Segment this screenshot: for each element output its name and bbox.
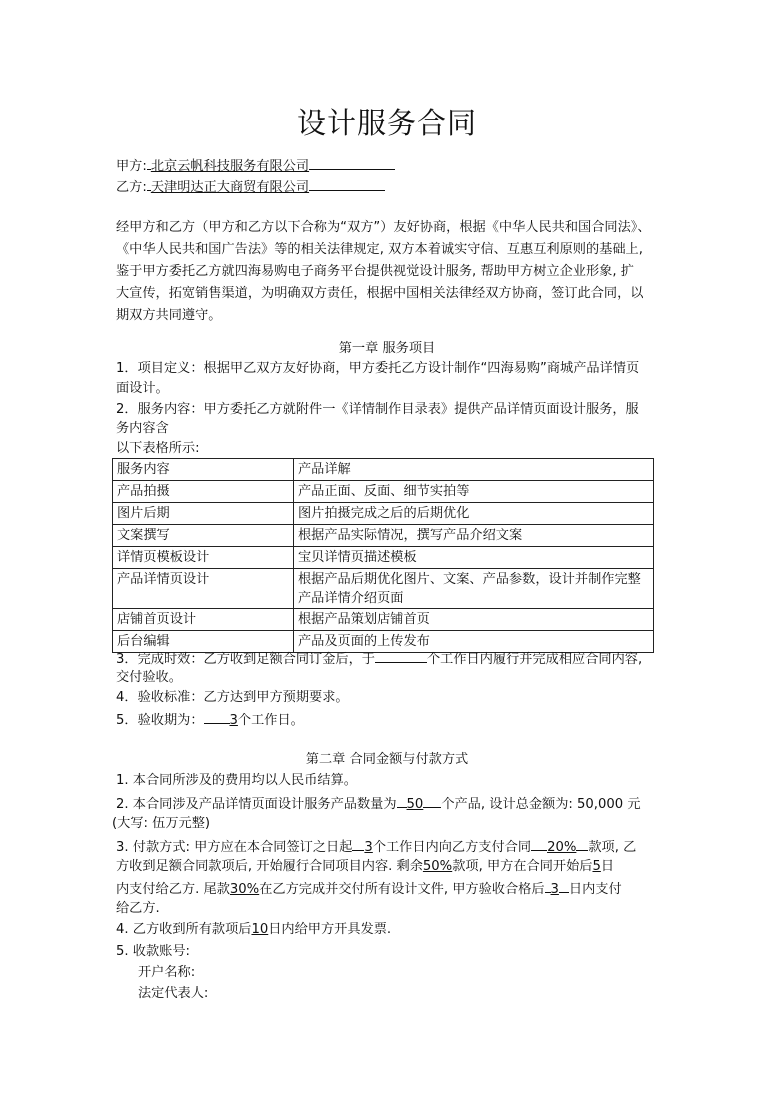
table-row: [113, 547, 654, 569]
table-cell-detail: 产品及页面的上传发布: [294, 631, 654, 653]
product-quantity: 50: [406, 797, 424, 812]
payment-p2-text-b: 个产品, 设计总金额为: 50,000 元: [441, 797, 641, 812]
service-items-table: [112, 458, 654, 653]
second-percent: 50%: [422, 859, 453, 874]
table-cell-detail: 产品详解: [294, 459, 654, 481]
deposit-percent: 20%: [547, 840, 577, 855]
item-5-text-b: 个工作日。: [237, 713, 304, 728]
table-cell-service: 详情页模板设计: [113, 547, 294, 569]
item-5-text-a: 5．验收期为：: [116, 713, 204, 728]
item-2-line-2: 务内容含: [116, 421, 169, 436]
item-3-text-a: 3．完成时效：乙方收到足额合同订金后，于: [116, 652, 375, 667]
invoice-days: 10: [251, 922, 269, 937]
payment-p3-line3-b: 在乙方完成并交付所有设计文件, 甲方验收合格后: [259, 882, 545, 897]
table-cell-service: 产品拍摄: [113, 481, 294, 503]
document-title: 设计服务合同: [296, 106, 477, 140]
item-1-line-2: 面设计。: [116, 381, 169, 396]
table-cell-service: 后台编辑: [113, 631, 294, 653]
table-row: [113, 609, 654, 631]
payment-p3-text-b: 个工作日内向乙方支付合同: [372, 840, 532, 855]
payment-p3-line-1: [116, 836, 636, 858]
chapter-1-heading: 第一章 服务项目: [338, 341, 436, 356]
payment-p3-line-2: [116, 857, 614, 877]
payment-p3-line2-a: 方收到足额合同款项后, 开始履行合同项目内容. 剩余: [116, 859, 423, 874]
table-cell-detail: 根据产品实际情况，撰写产品介绍文案: [294, 525, 654, 547]
table-row: [113, 525, 654, 547]
intro-line-2: 《中华人民共和国广告法》等的相关法律规定, 双方本着诚实守信、互惠互利原则的基础上,: [116, 242, 643, 257]
party-b-label: 乙方:: [116, 180, 147, 195]
table-cell-detail: 图片拍摄完成之后的后期优化: [294, 503, 654, 525]
item-3-line-2: 交付验收。: [116, 670, 182, 685]
party-b-line: [116, 176, 385, 198]
intro-line-3: 鉴于甲方委托乙方就四海易购电子商务平台提供视觉设计服务, 帮助甲方树立企业形象, 扩: [116, 264, 634, 279]
party-b-name: 天津明达正大商贸有限公司: [150, 180, 310, 195]
final-percent: 30%: [229, 882, 260, 897]
item-3-blank: [375, 648, 427, 663]
payment-p2-text-a: 2. 本合同涉及产品详情页面设计服务产品数量为: [116, 797, 397, 812]
table-cell-detail-line-2: 产品详情介绍页面: [298, 591, 404, 606]
payment-p2-line-2: (大写: 伍万元整): [112, 816, 211, 831]
intro-line-5: 期双方共同遵守。: [116, 308, 222, 323]
final-days: 3: [550, 882, 559, 897]
table-cell-detail: 宝贝详情页描述模板: [294, 547, 654, 569]
table-intro: 以下表格所示:: [116, 441, 200, 456]
payment-p3-line2-b: 款项, 甲方在合同开始后: [452, 859, 593, 874]
table-row: [113, 569, 654, 609]
deposit-days: 3: [364, 840, 373, 855]
table-cell-service: 文案撰写: [113, 525, 294, 547]
payment-p2-line-1: [116, 793, 641, 815]
item-1-line-1: 1．项目定义：根据甲乙双方友好协商，甲方委托乙方设计制作“四海易购”商城产品详情页: [116, 361, 640, 376]
payment-p3-text-c: 款项, 乙: [588, 840, 637, 855]
table-cell-service: 产品详情页设计: [113, 569, 294, 609]
legal-representative-label: 法定代表人:: [138, 986, 209, 1001]
table-cell-service: 服务内容: [113, 459, 294, 481]
payment-p4-text-b: 日内给甲方开具发票.: [268, 922, 392, 937]
table-cell-detail: 产品正面、反面、细节实拍等: [294, 481, 654, 503]
party-a-name: 北京云帆科技服务有限公司: [150, 159, 310, 174]
account-name-label: 开户名称:: [138, 965, 196, 980]
intro-line-1: 经甲方和乙方（甲方和乙方以下合称为“双方”）友好协商，根据《中华人民共和国合同法》、: [116, 220, 651, 235]
table-row: [113, 481, 654, 503]
payment-p3-line-4: 给乙方.: [116, 901, 160, 916]
table-cell-detail: 根据产品策划店铺首页: [294, 609, 654, 631]
payment-p5: 5. 收款账号:: [116, 944, 190, 959]
payment-p1: 1. 本合同所涉及的费用均以人民币结算。: [116, 773, 357, 788]
payment-p4-text-a: 4. 乙方收到所有款项后: [116, 922, 252, 937]
party-a-line: [116, 155, 395, 177]
table-row: [113, 503, 654, 525]
payment-p4: [116, 920, 391, 940]
item-5: [116, 709, 304, 731]
table-cell-detail: [294, 569, 654, 609]
payment-p3-line3-c: 日内支付: [568, 882, 622, 897]
table-cell-service: 店铺首页设计: [113, 609, 294, 631]
payment-p3-text-a: 3. 付款方式: 甲方应在本合同签订之日起: [116, 840, 353, 855]
intro-line-4: 大宣传，拓宽销售渠道，为明确双方责任，根据中国相关法律经双方协商，签订此合同，以: [116, 286, 644, 301]
item-4: 4．验收标准：乙方达到甲方预期要求。: [116, 690, 349, 705]
party-a-label: 甲方:: [116, 159, 147, 174]
chapter-2-heading: 第二章 合同金额与付款方式: [305, 752, 469, 767]
table-row: [113, 459, 654, 481]
payment-p3-line3-a: 内支付给乙方. 尾款: [116, 882, 230, 897]
payment-p3-line2-c: 日: [600, 859, 615, 874]
second-days: 5: [592, 859, 601, 874]
payment-p3-line-3: [116, 878, 622, 900]
item-5-value: 3: [229, 713, 238, 728]
item-3-line-1: [116, 648, 642, 670]
item-3-text-b: 个工作日内履行并完成相应合同内容,: [426, 652, 643, 667]
table-cell-service: 图片后期: [113, 503, 294, 525]
table-cell-detail-line-1: 根据产品后期优化图片、文案、产品参数，设计并制作完整: [298, 572, 641, 587]
item-2-line-1: 2．服务内容：甲方委托乙方就附件一《详情制作目录表》提供产品详情页面设计服务，服: [116, 402, 639, 417]
